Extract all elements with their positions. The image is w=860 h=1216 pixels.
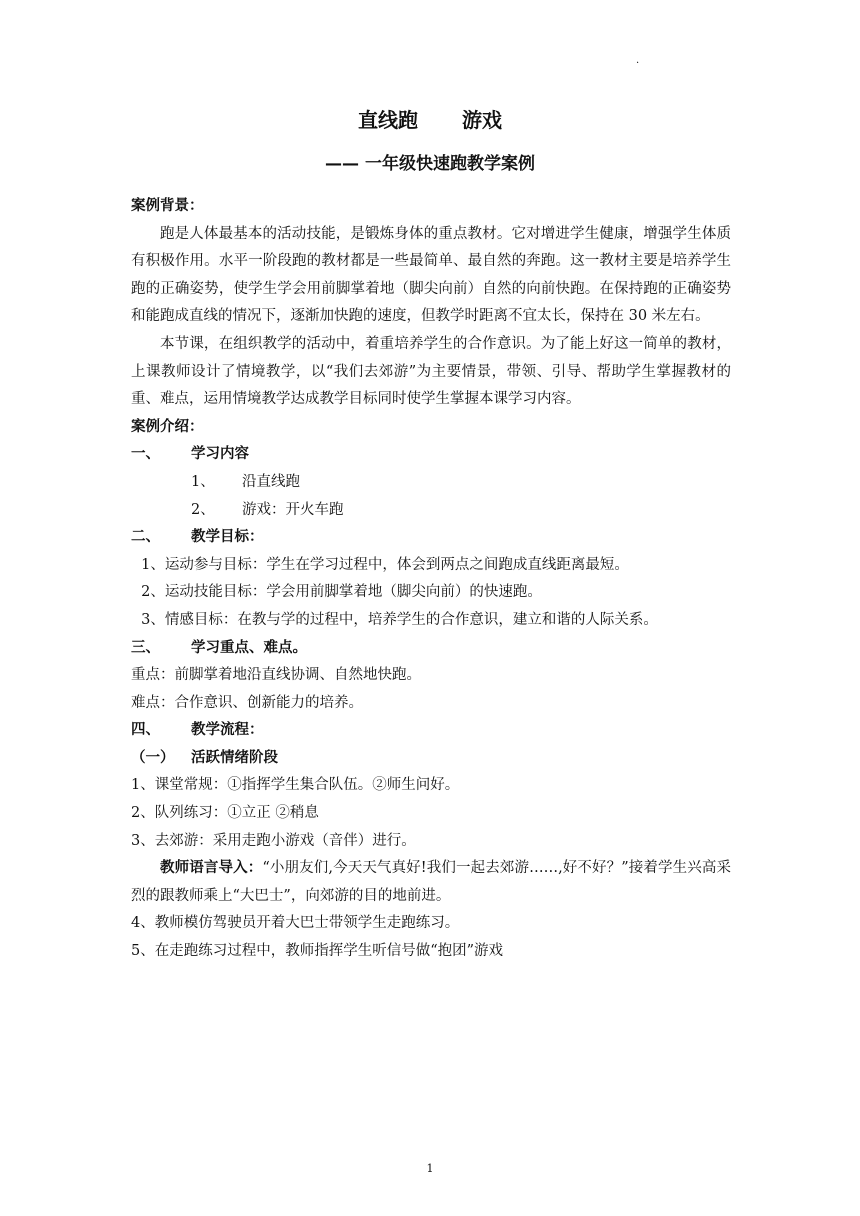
teacher-intro-text: “小朋友们,今天天气真好!我们一起去郊游……,好不好？”接着学生兴高采烈的跟教师乘上“大巴士”，向郊游的目的地前进。 — [131, 860, 732, 904]
list-item-number: 1、 — [191, 473, 215, 490]
difficulty-point: 难点：合作意识、创新能力的培养。 — [131, 694, 363, 711]
section-4-title: 教学流程： — [191, 722, 264, 739]
background-heading: 案例背景： — [131, 198, 204, 214]
goal-item: 3、情感目标：在教与学的过程中，培养学生的合作意识，建立和谐的人际关系。 — [141, 611, 658, 628]
section-4-number: 四、 — [131, 722, 160, 739]
section-1-number: 一、 — [131, 446, 160, 463]
list-item — [131, 497, 731, 525]
list-item-text: 沿直线跑 — [242, 473, 300, 490]
section-2-title: 教学目标： — [191, 529, 264, 546]
background-paragraph-1: 跑是人体最基本的活动技能，是锻炼身体的重点教材。它对增进学生健康，增强学生体质有积极作用。水平一阶段跑的教材都是一些最简单、最自然的奔跑。这一教材主要是培养学生跑的正确姿势，使学生学会用前脚掌着地（脚尖向前）自然的向前快跑。在保持跑的正确姿势和能跑成直线的情况下，逐渐加快跑的速度，但教学时距离不宜太长，保持在 30 米左右。 — [131, 225, 731, 325]
phase-number: （一） — [131, 749, 175, 766]
title-part-2: 游戏 — [462, 108, 502, 132]
phase-title: 活跃情绪阶段 — [191, 749, 278, 766]
teacher-intro — [131, 855, 731, 910]
section-4-heading — [131, 717, 731, 745]
list-item-text: 游戏：开火车跑 — [242, 501, 344, 518]
list-item — [131, 469, 731, 497]
section-1-heading — [131, 441, 731, 469]
phase-heading — [131, 745, 731, 773]
section-3-number: 三、 — [131, 639, 160, 656]
step-item: 1、课堂常规：①指挥学生集合队伍。②师生问好。 — [131, 777, 460, 794]
step-item: 4、教师模仿驾驶员开着大巴士带领学生走跑练习。 — [131, 915, 460, 932]
header-mark: . — [636, 55, 640, 66]
page-title — [0, 107, 860, 133]
intro-heading: 案例介绍： — [131, 418, 204, 435]
page-number: 1 — [426, 1162, 434, 1175]
section-1-title: 学习内容 — [191, 446, 249, 463]
title-part-1: 直线跑 — [358, 108, 418, 132]
section-3-heading — [131, 635, 731, 663]
page-subtitle: —— 一年级快速跑教学案例 — [325, 154, 535, 174]
document-body — [131, 193, 731, 966]
section-3-title: 学习重点、难点。 — [191, 639, 307, 656]
step-item: 2、队列练习：①立正 ②稍息 — [131, 805, 319, 822]
background-paragraph-2: 本节课，在组织教学的活动中，着重培养学生的合作意识。为了能上好这一简单的教材，上课教师设计了情境教学，以“我们去郊游”为主要情景，带领、引导、帮助学生掌握教材的重、难点，运用情境教学达成教学目标同时使学生掌握本课学习内容。 — [131, 335, 731, 408]
step-item: 5、在走跑练习过程中，教师指挥学生听信号做“抱团”游戏 — [131, 943, 504, 960]
teacher-intro-label: 教师语言导入： — [160, 860, 263, 877]
goal-item: 1、运动参与目标：学生在学习过程中，体会到两点之间跑成直线距离最短。 — [141, 556, 629, 573]
list-item-number: 2、 — [191, 501, 215, 518]
goal-item: 2、运动技能目标：学会用前脚掌着地（脚尖向前）的快速跑。 — [141, 584, 542, 601]
section-2-number: 二、 — [131, 529, 160, 546]
section-2-heading — [131, 524, 731, 552]
step-item: 3、去郊游：采用走跑小游戏（音伴）进行。 — [131, 832, 416, 849]
key-point: 重点：前脚掌着地沿直线协调、自然地快跑。 — [131, 667, 421, 684]
